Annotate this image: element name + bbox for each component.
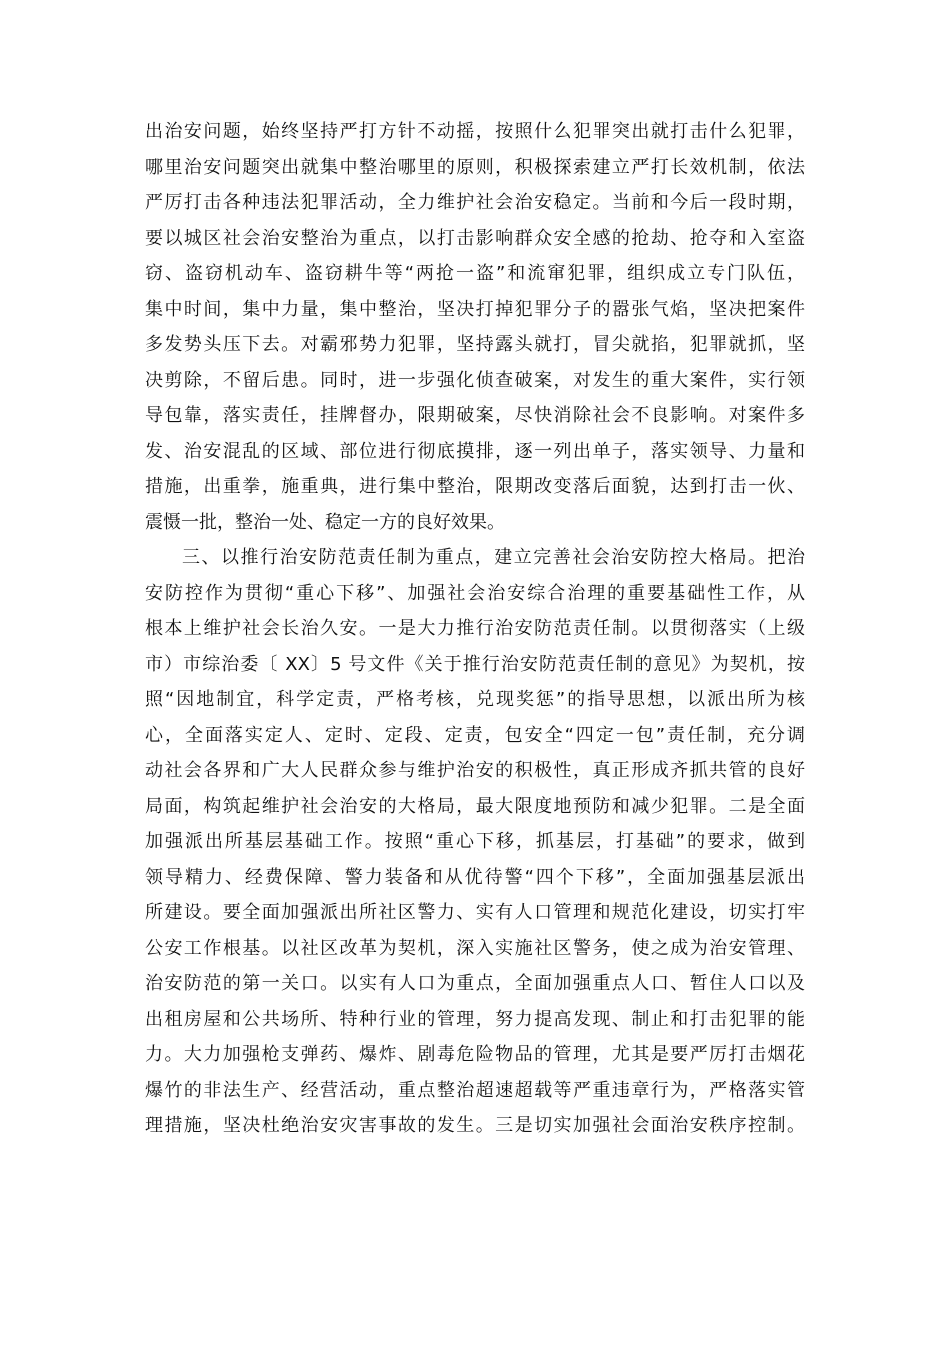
text-line: 安防控作为贯彻“重心下移”、加强社会治安综合治理的重要基础性工作，从 (145, 582, 805, 604)
text-line: 决剪除，不留后患。同时，进一步强化侦查破案，对发生的重大案件，实行领 (145, 369, 805, 391)
text-line: 措施，出重拳，施重典，进行集中整治，限期改变落后面貌，达到打击一伙、 (145, 476, 805, 497)
text-line: 哪里治安问题突出就集中整治哪里的原则，积极探索建立严打长效机制，依法 (145, 156, 805, 178)
text-line: 领导精力、经费保障、警力装备和从优待警“四个下移”，全面加强基层派出 (145, 866, 805, 888)
text-line: 严厉打击各种违法犯罪活动，全力维护社会治安稳定。当前和今后一段时期， (145, 192, 805, 213)
text-line: 多发势头压下去。对霸邪势力犯罪，坚持露头就打，冒尖就掐，犯罪就抓，坚 (145, 334, 805, 355)
text-line: 局面，构筑起维护社会治安的大格局，最大限度地预防和减少犯罪。二是全面 (145, 795, 805, 817)
text-line: 出治安问题，始终坚持严打方针不动摇，按照什么犯罪突出就打击什么犯罪， (145, 121, 805, 142)
body-text (145, 114, 805, 1144)
text-line: 集中时间，集中力量，集中整治，坚决打掉犯罪分子的嚣张气焰，坚决把案件 (145, 298, 805, 320)
text-line: 出租房屋和公共场所、特种行业的管理，努力提高发现、制止和打击犯罪的能 (145, 1008, 805, 1030)
text-line: 震慑一批，整治一处、稳定一方的良好效果。 (145, 511, 505, 533)
text-line: 加强派出所基层基础工作。按照“重心下移，抓基层，打基础”的要求，做到 (145, 831, 805, 852)
text-line: 心，全面落实定人、定时、定段、定责，包安全“四定一包”责任制，充分调 (145, 724, 805, 746)
text-line: 所建设。要全面加强派出所社区警力、实有人口管理和规范化建设，切实打牢 (145, 902, 805, 923)
text-line: 力。大力加强枪支弹药、爆炸、剧毒危险物品的管理，尤其是要严厉打击烟花 (145, 1044, 805, 1065)
text-line: 市）市综治委〔 XX〕5 号文件《关于推行治安防范责任制的意见》为契机，按 (145, 653, 805, 675)
text-line: 理措施，坚决杜绝治安灾害事故的发生。三是切实加强社会面治安秩序控制。 (145, 1115, 805, 1136)
text-line: 要以城区社会治安整治为重点，以打击影响群众安全感的抢劫、抢夺和入室盗 (145, 227, 805, 249)
text-line: 公安工作根基。以社区改革为契机，深入实施社区警务，使之成为治安管理、 (145, 937, 805, 959)
text-line: 根本上维护社会长治久安。一是大力推行治安防范责任制。以贯彻落实（上级 (145, 618, 805, 639)
text-line: 发、治安混乱的区域、部位进行彻底摸排，逐一列出单子，落实领导、力量和 (145, 440, 805, 462)
text-line: 治安防范的第一关口。以实有人口为重点，全面加强重点人口、暂住人口以及 (145, 973, 805, 994)
text-line: 动社会各界和广大人民群众参与维护治安的积极性，真正形成齐抓共管的良好 (145, 760, 805, 781)
text-line: 导包靠，落实责任，挂牌督办，限期破案，尽快消除社会不良影响。对案件多 (145, 405, 805, 426)
text-line: 照“因地制宜，科学定责，严格考核，兑现奖惩”的指导思想，以派出所为核 (145, 689, 805, 710)
text-line: 爆竹的非法生产、经营活动，重点整治超速超载等严重违章行为，严格落实管 (145, 1079, 805, 1101)
section-heading-line: 三、以推行治安防范责任制为重点，建立完善社会治安防控大格局。把治 (182, 547, 805, 568)
text-line: 窃、盗窃机动车、盗窃耕牛等“两抢一盗”和流窜犯罪，组织成立专门队伍， (145, 263, 805, 284)
